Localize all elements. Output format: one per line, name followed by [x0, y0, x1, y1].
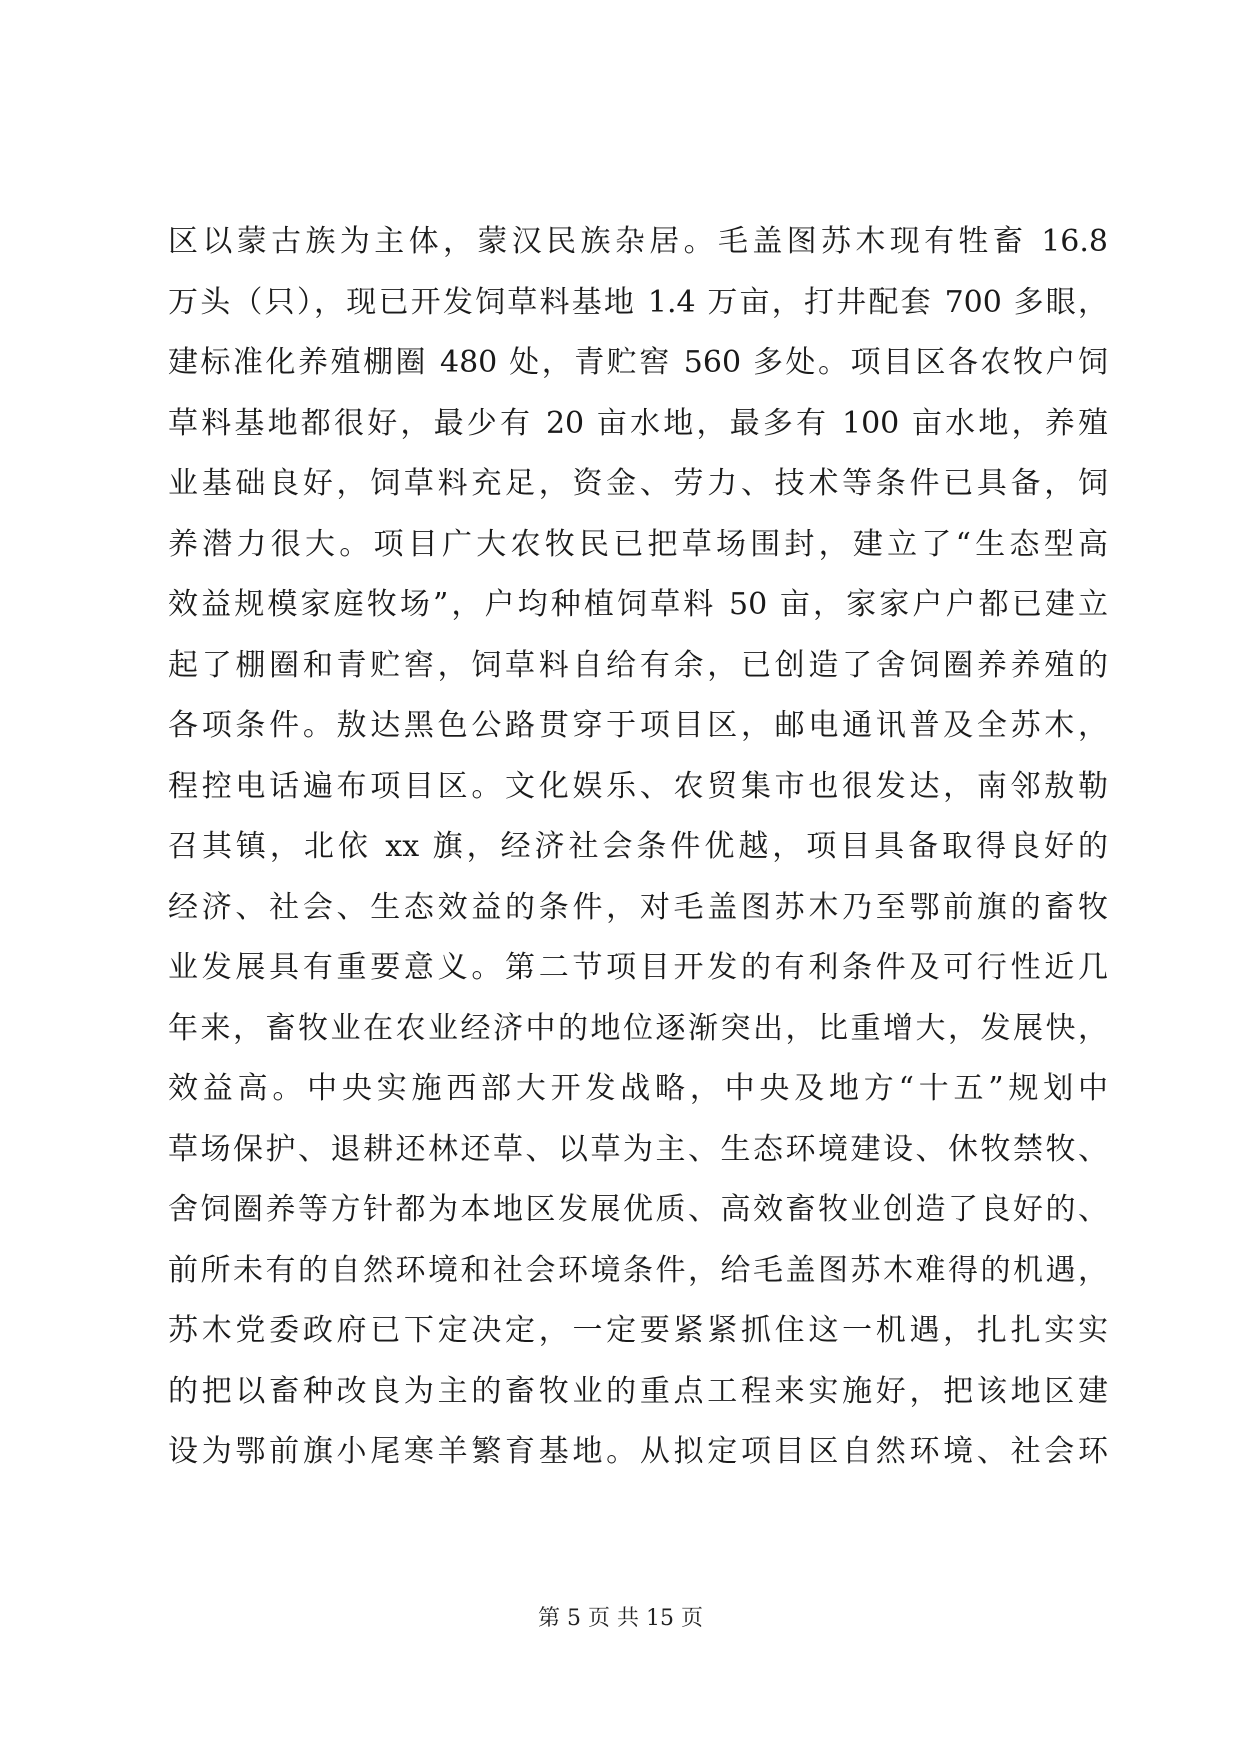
text-line: 苏木党委政府已下定决定，一定要紧紧抓住这一机遇，扎扎实实 — [168, 1313, 1108, 1348]
text-line: 建标准化养殖棚圈 480 处，青贮窖 560 多处。项目区各农牧户饲 — [168, 345, 1108, 380]
text-line: 效益高。中央实施西部大开发战略，中央及地方“十五”规划中 — [168, 1071, 1108, 1106]
text-line: 经济、社会、生态效益的条件，对毛盖图苏木乃至鄂前旗的畜牧 — [168, 889, 1108, 925]
text-line: 起了棚圈和青贮窖，饲草料自给有余，已创造了舍饲圈养养殖的 — [168, 647, 1108, 683]
text-line: 设为鄂前旗小尾寒羊繁育基地。从拟定项目区自然环境、社会环 — [168, 1434, 1108, 1469]
page-number-footer: 第 5 页 共 15 页 — [538, 1606, 703, 1631]
text-line: 舍饲圈养等方针都为本地区发展优质、高效畜牧业创造了良好的、 — [168, 1192, 1108, 1227]
text-line: 程控电话遍布项目区。文化娱乐、农贸集市也很发达，南邻敖勒 — [168, 768, 1108, 804]
text-line: 召其镇，北依 xx 旗，经济社会条件优越，项目具备取得良好的 — [168, 829, 1108, 864]
text-line: 各项条件。敖达黑色公路贯穿于项目区，邮电通讯普及全苏木， — [168, 708, 1108, 743]
text-line: 前所未有的自然环境和社会环境条件，给毛盖图苏木难得的机遇， — [168, 1252, 1108, 1288]
text-line: 效益规模家庭牧场”，户均种植饲草料 50 亩，家家户户都已建立 — [168, 587, 1108, 622]
text-line: 草料基地都很好，最少有 20 亩水地，最多有 100 亩水地，养殖 — [168, 405, 1108, 441]
text-line: 的把以畜种改良为主的畜牧业的重点工程来实施好，把该地区建 — [168, 1373, 1108, 1409]
text-line: 养潜力很大。项目广大农牧民已把草场围封，建立了“生态型高 — [168, 526, 1108, 562]
body-text — [168, 212, 1108, 1483]
text-line: 年来，畜牧业在农业经济中的地位逐渐突出，比重增大，发展快， — [168, 1010, 1108, 1046]
text-line: 草场保护、退耕还林还草、以草为主、生态环境建设、休牧禁牧、 — [168, 1131, 1108, 1167]
text-line: 业基础良好，饲草料充足，资金、劳力、技术等条件已具备，饲 — [168, 466, 1108, 501]
text-line: 万头（只），现已开发饲草料基地 1.4 万亩，打井配套 700 多眼， — [168, 284, 1108, 320]
text-line: 区以蒙古族为主体，蒙汉民族杂居。毛盖图苏木现有牲畜 16.8 — [168, 224, 1108, 259]
text-line: 业发展具有重要意义。第二节项目开发的有利条件及可行性近几 — [168, 950, 1108, 985]
